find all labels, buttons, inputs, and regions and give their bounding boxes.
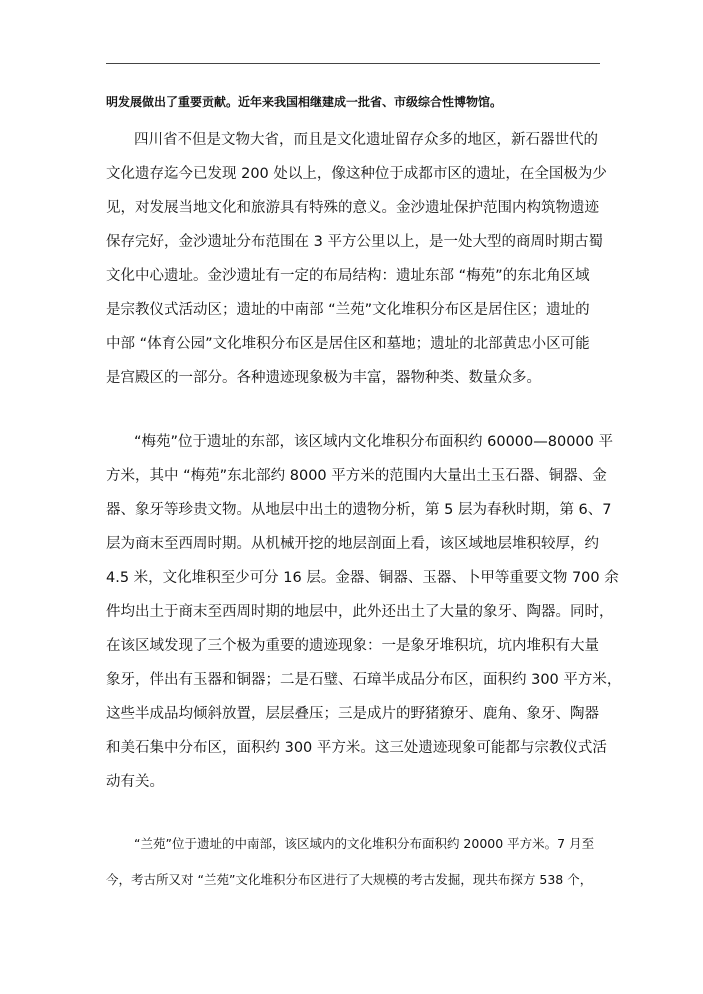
paragraph-2-line-5: 4.5 米，文化堆积至少可分 16 层。金器、铜器、玉器、卜甲等重要文物 700 余 [106,570,619,586]
paragraph-1-line-1: 四川省不但是文物大省，而且是文化遗址留存众多的地区，新石器世代的 [134,132,598,148]
paragraph-2-line-2: 方米，其中 “梅苑”东北部约 8000 平方米的范围内大量出土玉石器、铜器、金 [106,468,607,484]
paragraph-2-line-3: 器、象牙等珍贵文物。从地层中出土的遗物分析，第 5 层为春秋时期，第 6、7 [106,502,612,518]
paragraph-1-line-2: 文化遗存迄今已发现 200 处以上，像这种位于成都市区的遗址，在全国极为少 [106,166,607,182]
paragraph-3-line-2: 今，考古所又对 “兰苑”文化堆积分布区进行了大规模的考古发掘，现共布探方 538 个， [106,872,593,887]
paragraph-2-line-8: 象牙，伴出有玉器和铜器；二是石璧、石璋半成品分布区，面积约 300 平方米， [106,672,622,688]
paragraph-1-line-7: 中部 “体育公园”文化堆积分布区是居住区和墓地；遗址的北部黄忠小区可能 [106,336,590,352]
paragraph-1-line-6: 是宗教仪式活动区；遗址的中南部 “兰苑”文化堆积分布区是居住区；遗址的 [106,302,590,318]
paragraph-2-line-6: 件均出土于商末至西周时期的地层中，此外还出土了大量的象牙、陶器。同时， [106,604,614,620]
paragraph-2-line-11: 动有关。 [106,774,164,790]
text-line: 明发展做出了重要贡献。近年来我国相继建成一批省、市级综合性博物馆。 [106,95,503,109]
paragraph-2-line-1: “梅苑”位于遗址的东部，该区域内文化堆积分布面积约 60000—80000 平 [134,434,613,450]
paragraph-2-line-7: 在该区域发现了三个极为重要的遗迹现象：一是象牙堆积坑，坑内堆积有大量 [106,638,599,654]
paragraph-1-line-3: 见，对发展当地文化和旅游具有特殊的意义。金沙遗址保护范围内构筑物遗迹 [106,200,599,216]
header-rule [106,63,600,64]
paragraph-1-line-8: 是宫殿区的一部分。各种遗迹现象极为丰富，器物种类、数量众多。 [106,370,541,386]
paragraph-1-line-4: 保存完好，金沙遗址分布范围在 3 平方公里以上，是一处大型的商周时期古蜀 [106,234,603,250]
paragraph-3-line-1: “兰苑”位于遗址的中南部，该区域内的文化堆积分布面积约 20000 平方米。7 月至 [134,836,595,851]
paragraph-2-line-4: 层为商末至西周时期。从机械开挖的地层剖面上看，该区域地层堆积较厚，约 [106,536,599,552]
paragraph-1-line-5: 文化中心遗址。金沙遗址有一定的布局结构：遗址东部 “梅苑”的东北角区域 [106,268,590,284]
paragraph-2-line-10: 和美石集中分布区，面积约 300 平方米。这三处遗迹现象可能都与宗教仪式活 [106,740,607,756]
paragraph-2-line-9: 这些半成品均倾斜放置，层层叠压；三是成片的野猪獠牙、鹿角、象牙、陶器 [106,706,599,722]
